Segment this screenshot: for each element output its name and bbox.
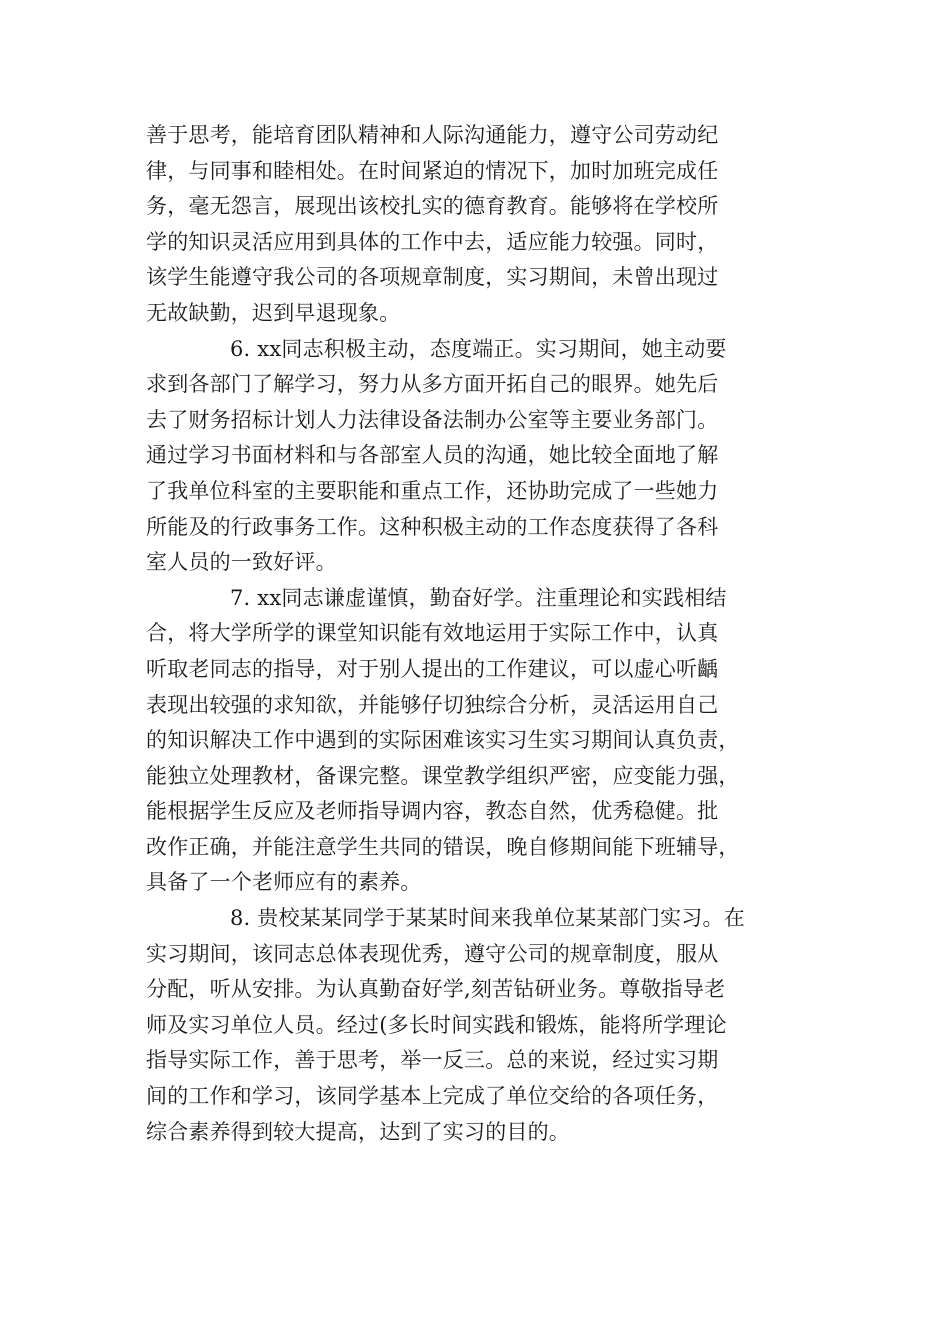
paragraph-item-7 [146,581,806,901]
text-line: 实习期间，该同志总体表现优秀，遵守公司的规章制度，服从 [146,941,719,966]
text-line: 间的工作和学习，该同学基本上完成了单位交给的各项任务， [146,1084,719,1109]
text-line: 6. xx同志积极主动，态度端正。实习期间，她主动要 [230,336,727,361]
text-line: 了我单位科室的主要职能和重点工作，还协助完成了一些她力 [146,478,719,503]
text-line: 合，将大学所学的课堂知识能有效地运用于实际工作中，认真 [146,621,719,646]
text-line: 师及实习单位人员。经过(多长时间实践和锻炼，能将所学理论 [146,1012,727,1037]
text-line: 学的知识灵活应用到具体的工作中去，适应能力较强。同时， [146,229,719,254]
text-line: 求到各部门了解学习，努力从多方面开拓自己的眼界。她先后 [146,372,719,397]
text-line: 律，与同事和睦相处。在时间紧迫的情况下，加时加班完成任 [146,158,719,183]
paragraph-continuation [146,118,806,332]
text-line: 综合素养得到较大提高，达到了实习的目的。 [146,1119,570,1144]
text-line: 能根据学生反应及老师指导调内容，教态自然，优秀稳健。批 [146,799,719,824]
text-line: 能独立处理教材，备课完整。课堂教学组织严密，应变能力强， [146,763,740,788]
paragraph-item-8 [146,901,806,1150]
text-line: 7. xx同志谦虚谨慎，勤奋好学。注重理论和实践相结 [230,585,727,610]
text-line: 善于思考，能培育团队精神和人际沟通能力，遵守公司劳动纪 [146,123,719,147]
text-line: 室人员的一致好评。 [146,550,337,575]
text-line: 分配，听从安排。为认真勤奋好学,刻苦钻研业务。尊敬指导老 [146,977,726,1002]
text-line: 表现出较强的求知欲，并能够仔切独综合分析，灵活运用自己 [146,692,719,717]
text-line: 去了财务招标计划人力法律设备法制办公室等主要业务部门。 [146,407,719,432]
text-line: 务，毫无怨言，展现出该校扎实的德育教育。能够将在学校所 [146,194,719,219]
text-line: 该学生能遵守我公司的各项规章制度，实习期间，未曾出现过 [146,265,719,290]
text-line: 的知识解决工作中遇到的实际困难该实习生实习期间认真负责， [146,728,740,753]
text-line: 8. 贵校某某同学于某某时间来我单位某某部门实习。在 [230,906,745,931]
text-line: 无故缺勤，迟到早退现象。 [146,300,401,325]
text-line: 所能及的行政事务工作。这种积极主动的工作态度获得了各科 [146,514,719,539]
text-line: 改作正确，并能注意学生共同的错误，晚自修期间能下班辅导， [146,834,740,859]
paragraph-item-6 [146,332,806,581]
document-page [146,118,806,1150]
text-line: 具备了一个老师应有的素养。 [146,870,422,895]
text-line: 通过学习书面材料和与各部室人员的沟通，她比较全面地了解 [146,443,719,468]
text-line: 听取老同志的指导，对于别人提出的工作建议，可以虚心听齲 [146,656,719,681]
text-line: 指导实际工作，善于思考，举一反三。总的来说，经过实习期 [146,1048,719,1073]
